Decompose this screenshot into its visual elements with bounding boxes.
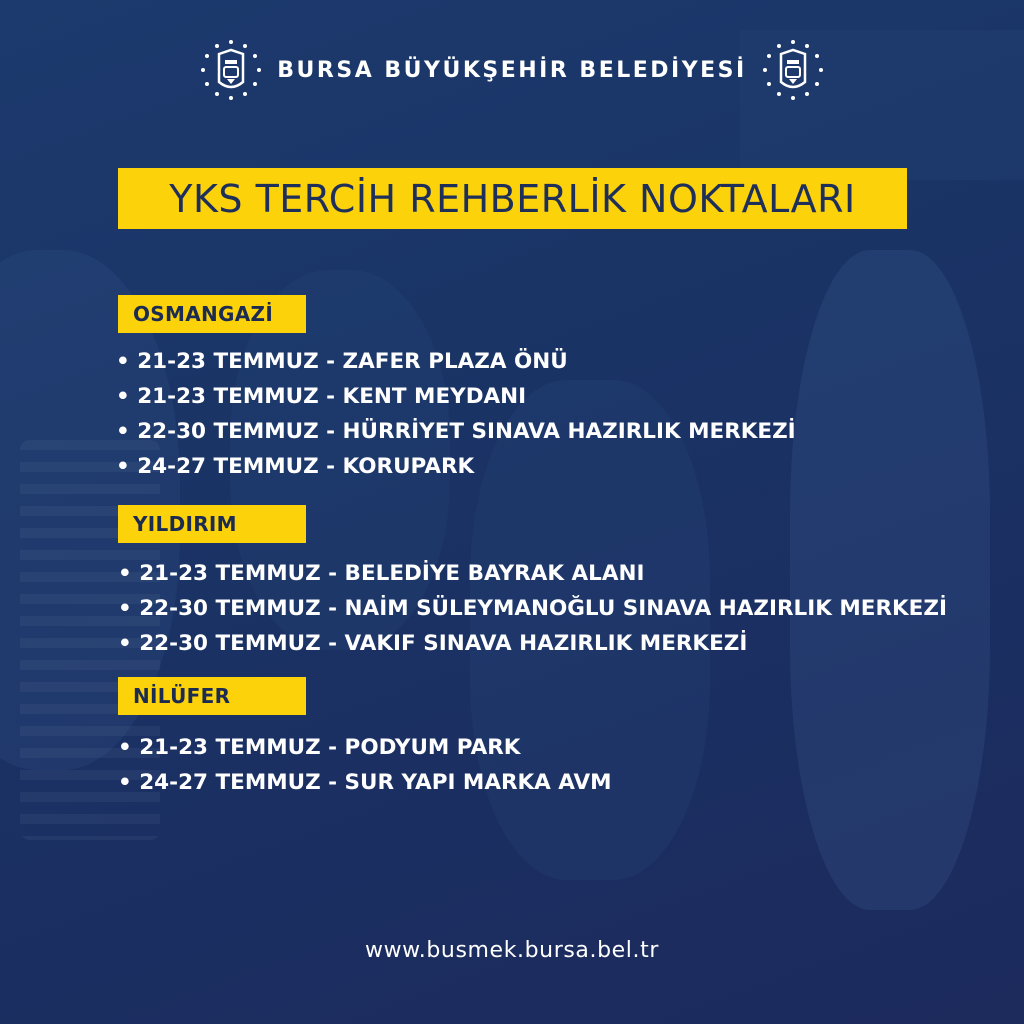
yildirim-location-list <box>118 556 947 661</box>
list-item: • 22-30 TEMMUZ - HÜRRİYET SINAVA HAZIRLIK MERKEZİ <box>116 419 796 444</box>
organization-name: BURSA BÜYÜKŞEHİR BELEDİYESİ <box>277 57 747 83</box>
district-name: OSMANGAZİ <box>133 302 274 326</box>
list-item: • 21-23 TEMMUZ - KENT MEYDANI <box>116 384 527 409</box>
district-name: YILDIRIM <box>133 512 237 536</box>
list-item: • 21-23 TEMMUZ - BELEDİYE BAYRAK ALANI <box>118 561 645 586</box>
district-name: NİLÜFER <box>133 684 231 708</box>
list-item: • 22-30 TEMMUZ - NAİM SÜLEYMANOĞLU SINAVA HAZIRLIK MERKEZİ <box>118 596 947 621</box>
nilufer-location-list <box>118 730 612 800</box>
list-item: • 21-23 TEMMUZ - PODYUM PARK <box>118 735 521 760</box>
page-title: YKS TERCİH REHBERLİK NOKTALARI <box>169 176 856 221</box>
list-item: • 21-23 TEMMUZ - ZAFER PLAZA ÖNÜ <box>116 349 568 374</box>
district-label-osmangazi <box>118 295 306 333</box>
list-item: • 24-27 TEMMUZ - SUR YAPI MARKA AVM <box>118 770 612 795</box>
header <box>0 34 1024 106</box>
district-label-nilufer <box>118 677 306 715</box>
bursa-emblem-icon <box>199 38 263 102</box>
website-url: www.busmek.bursa.bel.tr <box>365 938 659 963</box>
district-label-yildirim <box>118 505 306 543</box>
title-banner <box>118 168 907 229</box>
osmangazi-location-list <box>116 344 796 484</box>
bursa-emblem-icon <box>761 38 825 102</box>
list-item: • 24-27 TEMMUZ - KORUPARK <box>116 454 475 479</box>
list-item: • 22-30 TEMMUZ - VAKIF SINAVA HAZIRLIK MERKEZİ <box>118 631 748 656</box>
